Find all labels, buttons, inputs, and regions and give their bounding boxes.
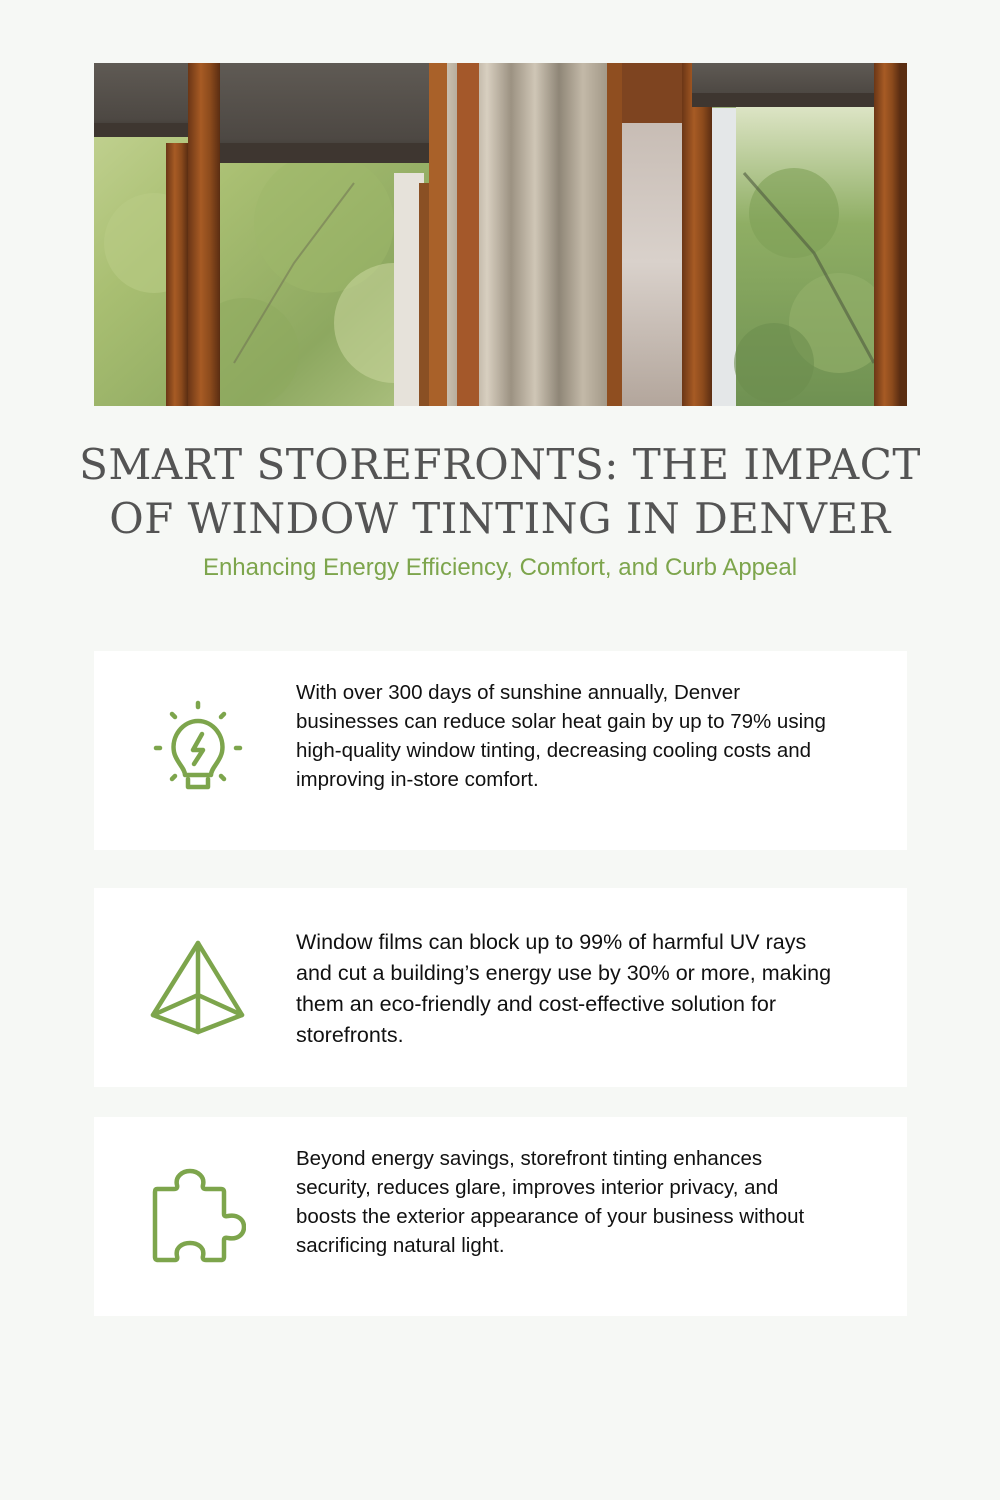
info-card-uv (94, 888, 907, 1087)
page-subtitle: Enhancing Energy Efficiency, Comfort, and Curb Appeal (202, 554, 798, 581)
lightbulb-bolt-icon (150, 700, 246, 796)
info-card-security (94, 1117, 907, 1316)
hero-image (94, 63, 907, 406)
puzzle-piece-icon (150, 1167, 246, 1263)
window-photo-illustration (94, 63, 907, 406)
info-card-energy (94, 651, 907, 850)
card-text: Beyond energy savings, storefront tinting enhances security, reduces glare, improves interior privacy, and boosts the exterior appearance of your business without sacrificing natural light. (296, 1147, 805, 1257)
pyramid-icon (150, 939, 246, 1035)
page-title: SMART STOREFRONTS: THE IMPACT OF WINDOW TINTING IN DENVER (79, 440, 921, 543)
card-text: Window films can block up to 99% of harmful UV rays and cut a building’s energy use by 30% or more, making them an eco-friendly and cost-effective solution for storefronts. (296, 930, 832, 1047)
card-text: With over 300 days of sunshine annually, Denver businesses can reduce solar heat gain by up to 79% using high-quality window tinting, decreasing cooling costs and improving in-store comfort. (296, 681, 826, 791)
